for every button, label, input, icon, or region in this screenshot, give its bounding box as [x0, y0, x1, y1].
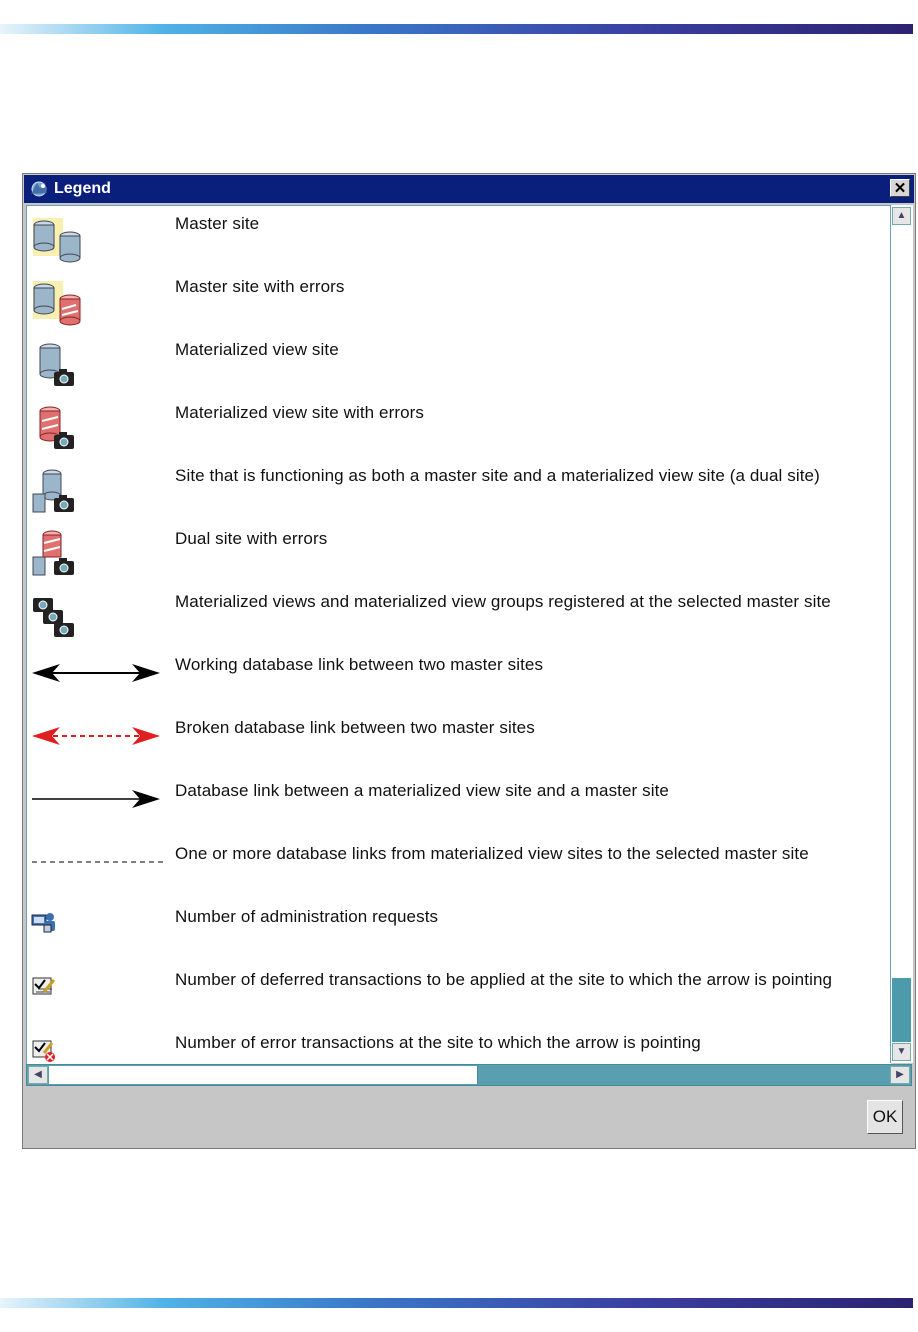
list-item — [27, 395, 891, 455]
list-item — [27, 710, 891, 770]
legend-app-icon — [28, 179, 50, 199]
legend-label: Materialized views and materialized view groups registered at the selected master site — [175, 592, 831, 611]
legend-label: Materialized view site — [175, 340, 339, 359]
ok-button[interactable]: OK — [867, 1100, 903, 1134]
legend-label: Materialized view site with errors — [175, 403, 425, 422]
deferred-transactions-icon — [30, 970, 166, 1020]
list-item — [27, 1025, 891, 1065]
legend-label: Working database link between two master sites — [175, 655, 544, 674]
scroll-right-button[interactable]: ▶ — [890, 1066, 910, 1084]
legend-label: Dual site with errors — [175, 529, 328, 548]
legend-label: Broken database link between two master sites — [175, 718, 535, 737]
list-item — [27, 521, 891, 581]
broken-link-arrow-icon — [30, 718, 166, 768]
scroll-left-button[interactable]: ◀ — [28, 1066, 48, 1084]
materialized-views-icon — [30, 592, 166, 642]
master-site-icon — [30, 214, 166, 264]
legend-dialog — [22, 173, 916, 1149]
header-gradient-band — [0, 24, 913, 34]
legend-list — [26, 205, 891, 1065]
mv-link-arrow-icon — [30, 781, 166, 831]
materialized-view-site-errors-icon — [30, 403, 166, 453]
legend-label: One or more database links from materialized view sites to the selected master site — [175, 844, 809, 863]
dual-site-icon — [30, 466, 166, 516]
list-item — [27, 899, 891, 959]
error-transactions-icon — [30, 1033, 166, 1065]
legend-label: Site that is functioning as both a master site and a materialized view site (a dual site) — [175, 466, 820, 485]
horizontal-scrollbar[interactable] — [26, 1064, 912, 1086]
list-item — [27, 962, 891, 1022]
vertical-scrollbar[interactable] — [890, 205, 913, 1063]
horizontal-scroll-thumb[interactable] — [49, 1066, 478, 1084]
working-link-arrow-icon — [30, 655, 166, 705]
list-item — [27, 269, 891, 329]
list-item — [27, 206, 891, 266]
legend-label: Master site with errors — [175, 277, 345, 296]
legend-label: Number of error transactions at the site to which the arrow is pointing — [175, 1033, 701, 1052]
legend-label: Database link between a materialized view site and a master site — [175, 781, 669, 800]
scroll-down-button[interactable]: ▼ — [892, 1043, 911, 1061]
list-item — [27, 773, 891, 833]
admin-requests-icon — [30, 907, 166, 957]
footer-gradient-band — [0, 1298, 913, 1308]
materialized-view-site-icon — [30, 340, 166, 390]
vertical-scroll-thumb[interactable] — [892, 978, 911, 1042]
window-title: Legend — [54, 180, 111, 197]
close-button[interactable]: ✕ — [890, 179, 910, 197]
list-item — [27, 647, 891, 707]
dashed-link-icon — [30, 844, 166, 894]
scroll-up-button[interactable]: ▲ — [892, 207, 911, 225]
list-item — [27, 458, 891, 518]
legend-label: Number of administration requests — [175, 907, 439, 926]
master-site-errors-icon — [30, 277, 166, 327]
dual-site-errors-icon — [30, 529, 166, 579]
list-item — [27, 584, 891, 644]
list-item — [27, 332, 891, 392]
title-bar[interactable] — [24, 175, 914, 203]
legend-label: Master site — [175, 214, 260, 233]
list-item — [27, 836, 891, 896]
legend-label: Number of deferred transactions to be applied at the site to which the arrow is pointing — [175, 970, 833, 989]
